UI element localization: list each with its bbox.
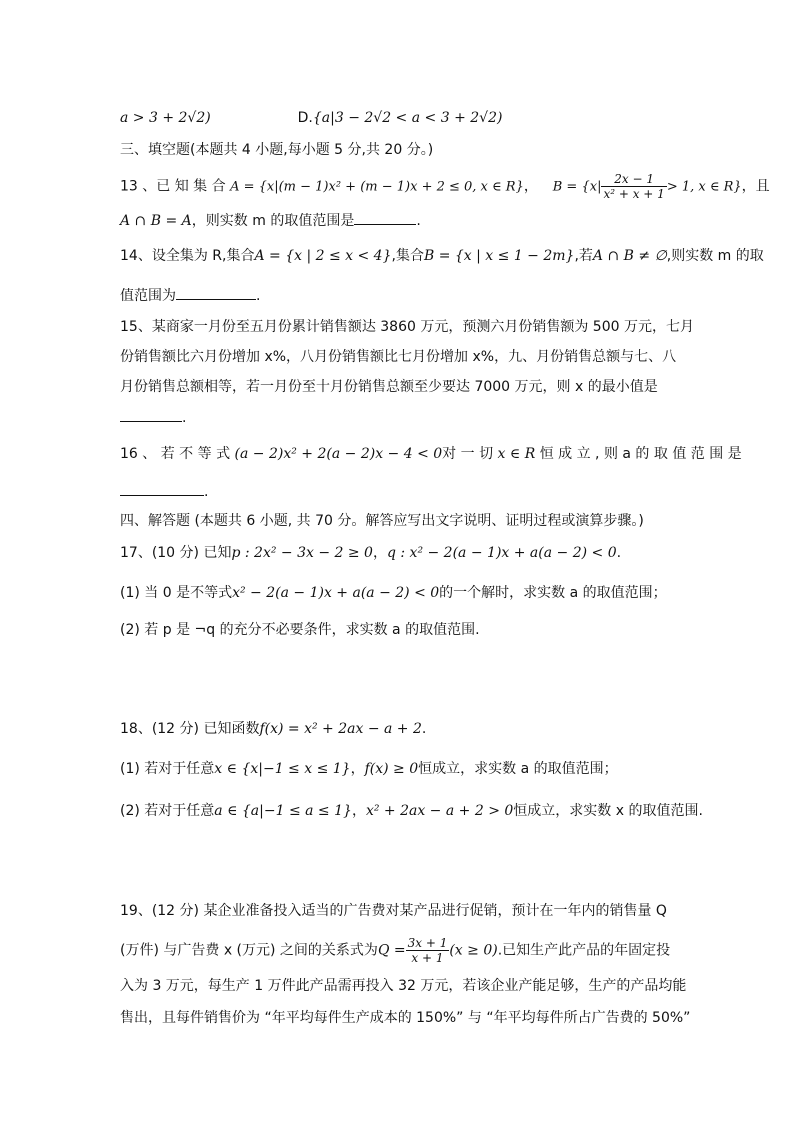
- q17-sub-1: [120, 583, 667, 603]
- q19-text-b: .已知生产此产品的年固定投: [497, 942, 671, 959]
- q18-sub1-text-a: (1) 若对于任意: [120, 761, 215, 777]
- q14-condition: A ∩ B ≠ ∅: [592, 248, 667, 264]
- q13-set-a: A = {x|(m − 1)x² + (m − 1)x + 2 ≤ 0, x ∈ R}: [230, 179, 524, 195]
- q14-question: 值范围为: [120, 288, 176, 304]
- section-4-title: 四、解答题 (本题共 6 小题, 共 70 分。解答应写出文字说明、证明过程或演算步骤。): [120, 513, 644, 529]
- q13-end: .: [416, 213, 421, 229]
- q17-sub1-expr: x² − 2(a − 1)x + a(a − 2) < 0: [232, 585, 440, 601]
- q16-lead: 16 、 若 不 等 式: [120, 446, 231, 462]
- q17-sub-2: (2) 若 p 是 ¬q 的充分不必要条件，求实数 a 的取值范围.: [120, 622, 480, 638]
- q17-p: p : 2x² − 3x − 2 ≥ 0: [231, 545, 373, 561]
- q14-text-b: ,集合: [391, 248, 424, 264]
- q19-condition: (x ≥ 0): [449, 942, 498, 959]
- q13-set-b-post: > 1, x ∈ R}: [666, 179, 742, 195]
- q16-domain: x ∈ R: [497, 446, 536, 462]
- q14-end: .: [256, 288, 261, 304]
- q15-answer-blank[interactable]: [120, 407, 182, 422]
- q19-fraction: [406, 936, 450, 965]
- q13-line-1: [120, 172, 770, 201]
- q17-q: q : x² − 2(a − 1)x + a(a − 2) < 0: [386, 545, 617, 561]
- q14-text-c: ,若: [574, 248, 593, 264]
- q15-line-1: 15、某商家一月份至五月份累计销售额达 3860 万元，预测六月份销售额为 500 万元，七月: [120, 319, 694, 335]
- q18-sub2-text-a: (2) 若对于任意: [120, 803, 215, 819]
- q13-line-2: [120, 210, 421, 231]
- q18-sub1-text-c: 恒成立，求实数 a 的取值范围；: [418, 761, 618, 777]
- q13-lead: 13 、已 知 集 合: [120, 178, 226, 195]
- q15-line-3: 月份销售总额相等，若一月份至十月份销售总额至少要达 7000 万元，则 x 的最小值是: [120, 379, 658, 395]
- q17-line-1: [120, 543, 621, 563]
- q13-question: ，则实数 m 的取值范围是: [191, 213, 355, 229]
- q15-line-2: 份销售额比六月份增加 x%，八月份销售额比七月份增加 x%，九、月份销售总额与七、八: [120, 349, 677, 365]
- q18-sub-2: [120, 801, 703, 821]
- q19-q-eq: Q =: [377, 942, 406, 959]
- q13-tail: ，且: [741, 178, 770, 195]
- q16-tail: 恒 成 立 , 则 a 的 取 值 范 围 是: [539, 446, 742, 462]
- q18-head: 18、(12 分) 已知函数: [120, 721, 260, 737]
- q17-sep: ，: [372, 545, 387, 561]
- q17-end: .: [616, 545, 622, 561]
- q14-set-a: A = {x | 2 ≤ x < 4}: [254, 248, 392, 264]
- q13-answer-blank[interactable]: [354, 210, 416, 225]
- q16-end: .: [204, 484, 209, 500]
- q19-text-a: (万件) 与广告费 x (万元) 之间的关系式为: [120, 942, 378, 959]
- q16-answer-blank[interactable]: [120, 481, 204, 496]
- q13-condition: A ∩ B = A: [120, 213, 192, 229]
- q18-sub1-sep: ，: [350, 761, 365, 777]
- q19-line-2: [120, 936, 670, 965]
- q14-text-a: 14、设全集为 R,集合: [120, 248, 255, 264]
- q18-sub-1: [120, 759, 618, 779]
- q18-end: .: [421, 721, 427, 737]
- q13-frac-den: x² + x + 1: [603, 187, 665, 201]
- q18-line-1: [120, 719, 426, 739]
- q18-sub2-cond: x² + 2ax − a + 2 > 0: [365, 803, 514, 819]
- option-d-text: {a|3 − 2√2 < a < 3 + 2√2): [312, 110, 503, 126]
- q16-mid: 对 一 切: [442, 446, 494, 462]
- q18-sub2-set: a ∈ {a|−1 ≤ a ≤ 1}: [214, 803, 352, 819]
- q13-set-b-pre: B = {x|: [552, 179, 602, 195]
- q17-head: 17、(10 分) 已知: [120, 545, 232, 561]
- q19-line-1: 19、(12 分) 某企业准备投入适当的广告费对某产品进行促销，预计在一年内的销售量 Q: [120, 903, 667, 919]
- q14-text-d: ,则实数 m 的取: [666, 248, 764, 264]
- q18-sub2-sep: ，: [351, 803, 366, 819]
- option-line: [120, 108, 502, 128]
- q16-inequality: (a − 2)x² + 2(a − 2)x − 4 < 0: [234, 446, 443, 462]
- q19-line-4: 售出，且每件销售价为 “年平均每件生产成本的 150%” 与 “年平均每件所占广告费的 50%”: [120, 1010, 691, 1026]
- q19-frac-den: x + 1: [411, 951, 444, 965]
- q19-line-3: 入为 3 万元，每生产 1 万件此产品需再投入 32 万元，若该企业产能足够，生产的产品均能: [120, 978, 687, 994]
- q14-line-2: [120, 285, 260, 306]
- q18-function: f(x) = x² + 2ax − a + 2: [259, 721, 422, 737]
- q16-line-2: [120, 481, 208, 502]
- q19-frac-num: 3x + 1: [407, 936, 448, 950]
- q16-line-1: [120, 444, 742, 464]
- q13-fraction: [601, 172, 666, 201]
- q15-line-4: [120, 407, 186, 428]
- q17-sub1-text-a: (1) 当 0 是不等式: [120, 585, 233, 601]
- option-c-tail: a > 3 + 2√2): [120, 110, 211, 126]
- q18-sub1-cond: f(x) ≥ 0: [364, 761, 419, 777]
- q14-line-1: [120, 246, 764, 266]
- q17-sub1-text-b: 的一个解时，求实数 a 的取值范围；: [439, 585, 667, 601]
- q15-end: .: [182, 410, 187, 426]
- section-3-title: 三、填空题(本题共 4 小题,每小题 5 分,共 20 分。): [120, 142, 434, 158]
- q13-sep: ，: [523, 178, 538, 195]
- q18-sub1-set: x ∈ {x|−1 ≤ x ≤ 1}: [214, 761, 351, 777]
- q18-sub2-text-c: 恒成立，求实数 x 的取值范围.: [513, 803, 703, 819]
- option-d-label: D.: [297, 110, 313, 126]
- q14-set-b: B = {x | x ≤ 1 − 2m}: [423, 248, 575, 264]
- q13-frac-num: 2x − 1: [601, 172, 666, 187]
- q14-answer-blank[interactable]: [176, 285, 256, 300]
